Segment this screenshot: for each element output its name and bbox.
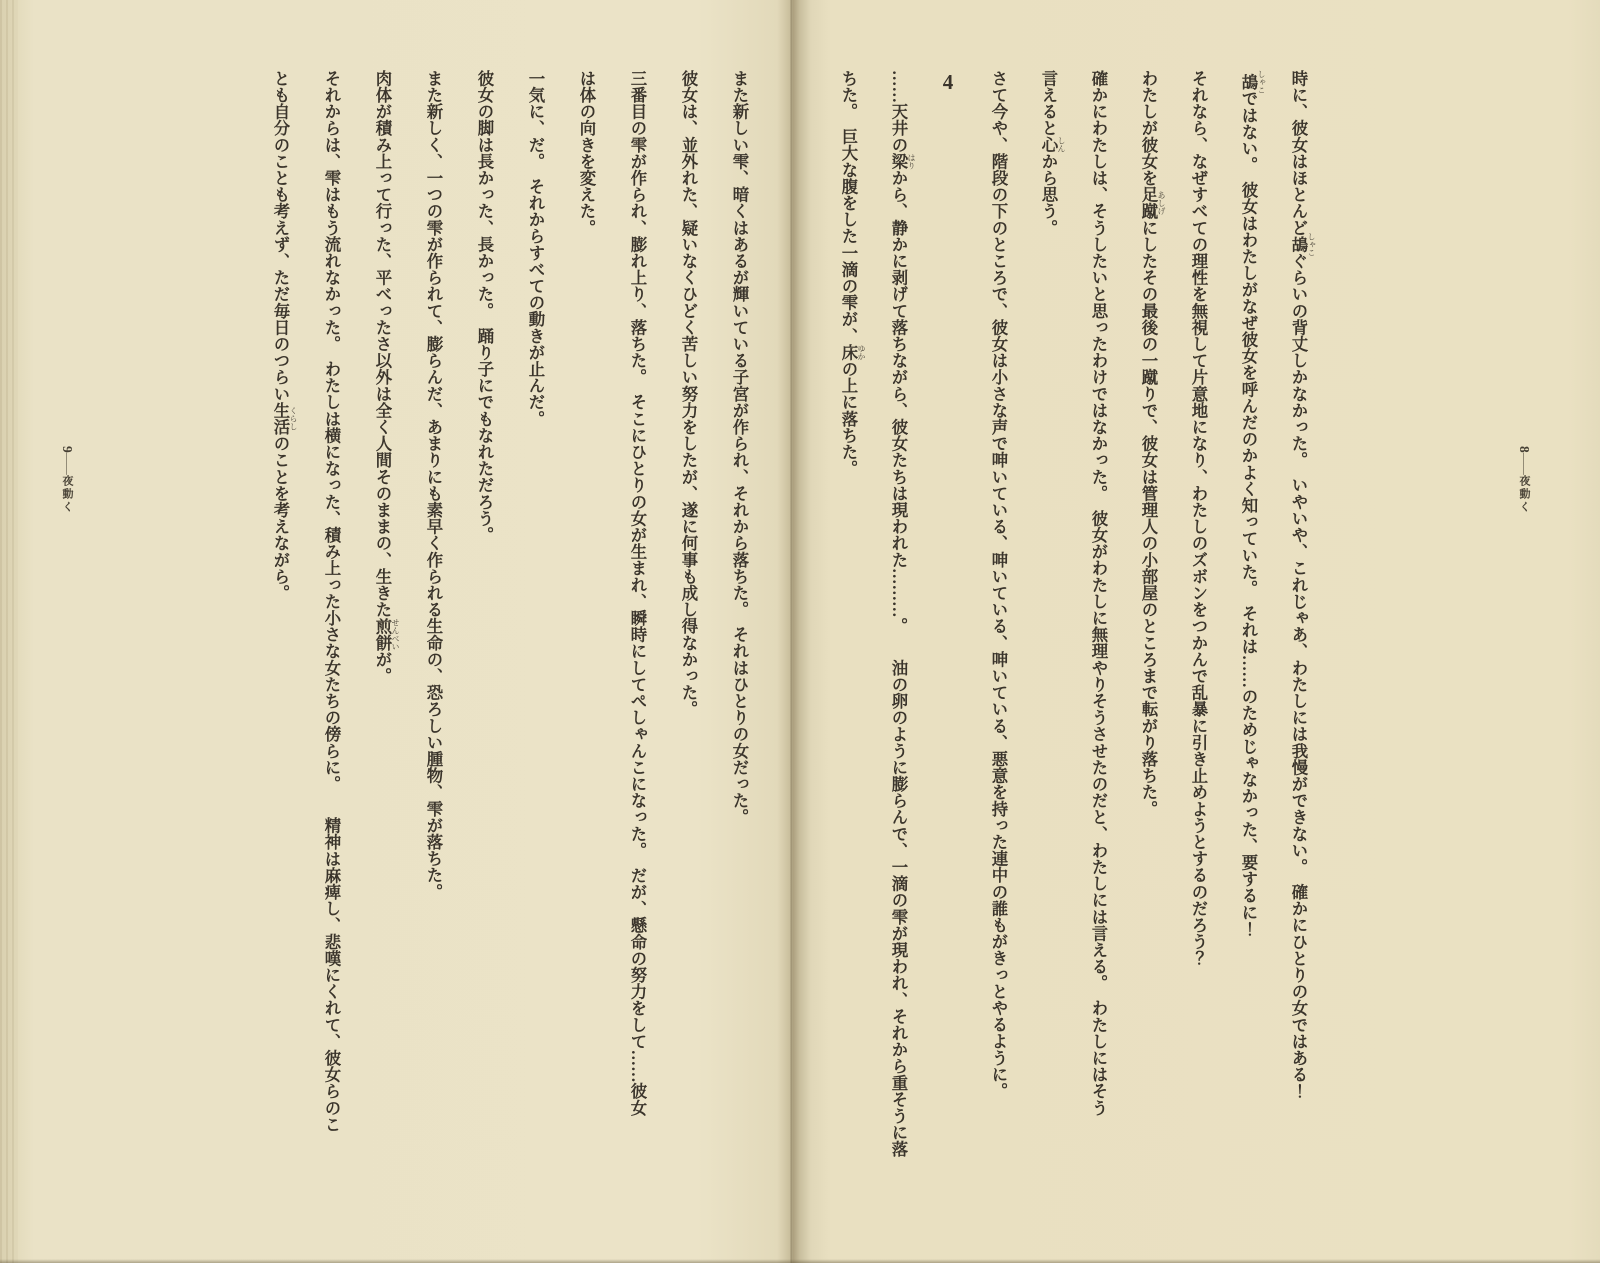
furigana: せんべい: [391, 617, 400, 651]
ruby-annotated-word: 煎餅 せんべい: [373, 617, 400, 652]
furigana: ゆか: [857, 344, 866, 361]
text-column: 彼女の脚は長かった、長かった。 踊り子にでもなれただろう。: [475, 70, 494, 544]
text-column: 言えると心 しんから思う。: [1039, 70, 1066, 237]
book-page-edges: [0, 0, 18, 1263]
ruby-annotated-word: 床 ゆか: [839, 344, 866, 361]
right-page-number: 8: [1517, 446, 1532, 453]
text-column: さて今や、階段の下のところで、彼女は小さな声で呻いている、呻いている、呻いている、悪意を持った連中の誰もがきっとやるように。: [989, 70, 1008, 1100]
text-column: 肉体が積み上って行った、平べったさ以外は全く人間そのままの、生きた煎餅 せんべいが。: [373, 70, 400, 685]
furigana: しゃこ: [1257, 70, 1266, 94]
left-running-title: 夜動く: [61, 474, 73, 514]
text-column: 鴣 しゃこではない。 彼女はわたしがなぜ彼女を呼んだのかよく知っていた。 それは……のためじゃなかった、要するに！: [1239, 70, 1266, 938]
text-column: は体の向きを変えた。: [577, 70, 596, 236]
right-running-title: 夜動く: [1518, 474, 1530, 514]
text-column: また新しい雫、暗くはあるが輝いている子宮が作られ、それから落ちた。 それはひとりの女だった。: [730, 70, 749, 826]
furigana: はり: [907, 152, 916, 170]
ruby-annotated-word: 梁 はり: [889, 152, 916, 170]
text-column: わたしが彼女を足蹴 あしげにしたその最後の一蹴りで、彼女は管理人の小部屋のところまで転がり落ちた。: [1139, 70, 1166, 818]
furigana: あしげ: [1157, 186, 1166, 220]
left-page: [0, 0, 793, 1263]
text-column: 時に、彼女はほとんど鴣 しゃこぐらいの背丈しかなかった。 いやいや、これじゃあ、わたしには我慢ができない。 確かにひとりの女ではある！: [1289, 70, 1316, 1100]
right-page-footer: [1516, 446, 1532, 514]
text-column: それからは、雫はもう流れなかった。 わたしは横になった、積み上った小さな女たちの傍らに。 精神は麻痺し、悲嘆にくれて、彼女らのこ: [322, 70, 341, 1133]
left-page-number: 9: [60, 446, 75, 453]
text-column: 一気に、だ。 それからすべての動きが止んだ。: [526, 70, 545, 427]
text-column: また新しく、一つの雫が作られて、膨らんだ、あまりにも素早く作られる生命の、恐ろしい腫物、雫が落ちた。: [424, 70, 443, 900]
text-column: 三番目の雫が作られ、膨れ上り、落ちた。 そこにひとりの女が生まれ、瞬時にしてぺしゃんこになった。 だが、懸命の努力をして……彼女: [628, 70, 647, 1116]
furigana: しゃこ: [1307, 232, 1316, 257]
right-page-text: [823, 70, 1323, 1164]
text-column: 彼女は、並外れた、疑いなくひどく苦しい努力をしたが、遂に何事も成し得なかった。: [679, 70, 698, 718]
ruby-annotated-word: 足蹴 あしげ: [1139, 186, 1166, 220]
text-column: とも自分のことも考えず、ただ毎日のつらい生活 くらしのことを考えながら。: [271, 70, 298, 602]
ruby-annotated-word: 鴣 しゃこ: [1239, 70, 1266, 94]
text-column: それなら、なぜすべての理性を無視して片意地になり、わたしのズボンをつかんで乱暴に引き止めようとするのだろう？: [1189, 70, 1208, 967]
right-page: [793, 0, 1600, 1263]
left-page-text: [253, 70, 765, 1164]
furigana: しん: [1057, 136, 1066, 153]
text-column: ちた。 巨大な腹をした一滴の雫が、床 ゆかの上に落ちた。: [839, 70, 866, 477]
gutter-fold-shadow: [790, 0, 793, 1263]
ruby-annotated-word: 鴣 しゃこ: [1289, 232, 1316, 257]
ruby-annotated-word: 心 しん: [1039, 136, 1066, 154]
ruby-annotated-word: 生活 くらし: [271, 402, 298, 436]
text-column: ……天井の梁 はりから、静かに剥げて落ちながら、彼女たちは現われた………。 油の卵のように膨らんで、一滴の雫が現われ、それから重そうに落: [889, 70, 916, 1158]
text-column: 確かにわたしは、そうしたいと思ったわけではなかった。 彼女がわたしに無理やりそうさせたのだと、わたしには言える。 わたしにはそう: [1089, 70, 1108, 1116]
footer-dash: ——: [61, 452, 73, 475]
furigana: くらし: [289, 402, 298, 436]
left-page-footer: [59, 446, 75, 514]
footer-dash: ——: [1518, 452, 1530, 475]
section-number: 4: [936, 70, 960, 94]
